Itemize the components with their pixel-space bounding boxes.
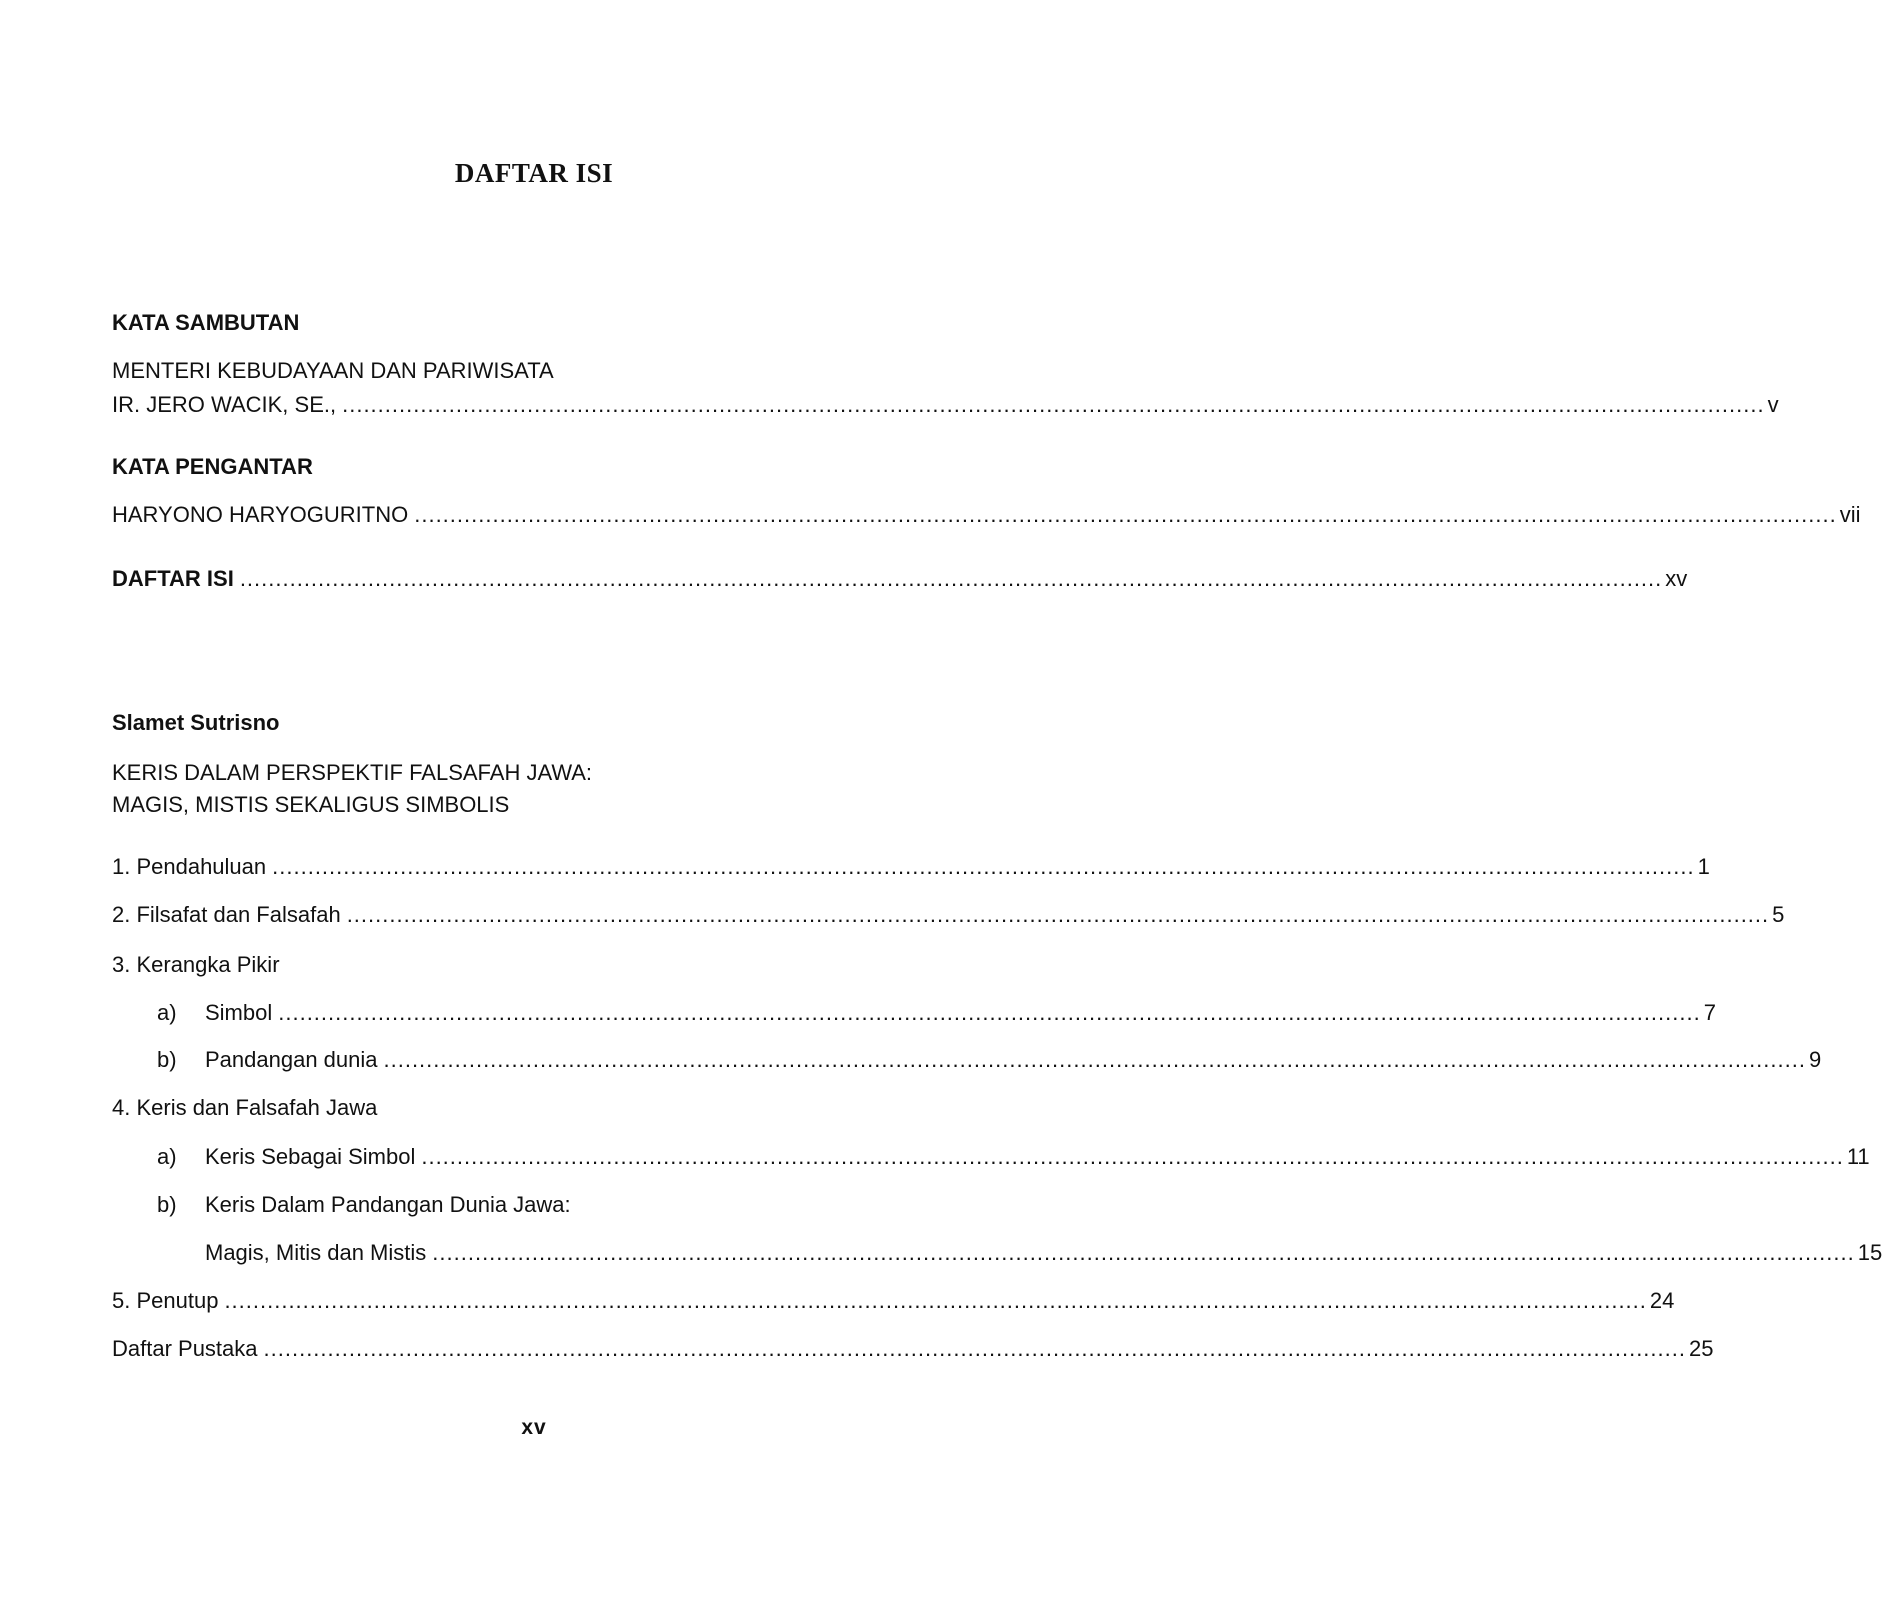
leader-dots: ........................................................................................................................................................................................................: [342, 392, 1765, 417]
section-heading-kata-sambutan: KATA SAMBUTAN: [112, 310, 300, 335]
toc-entry-daftar-isi[interactable]: [112, 564, 1688, 594]
toc-item-kerangka-pikir[interactable]: 3. Kerangka Pikir: [112, 952, 280, 977]
article-title-line2: MAGIS, MISTIS SEKALIGUS SIMBOLIS: [112, 792, 510, 817]
leader-dots: ........................................................................................................................................................................................................: [383, 1047, 1806, 1072]
toc-item-page: 1: [1697, 854, 1710, 879]
toc-item-page: 9: [1808, 1047, 1822, 1072]
article-author: Slamet Sutrisno: [112, 710, 280, 735]
leader-dots: ........................................................................................................................................................................................................: [239, 566, 1663, 591]
toc-item-page: 5: [1772, 902, 1785, 927]
page-title: DAFTAR ISI: [454, 158, 614, 188]
toc-subitem-letter: a): [157, 1000, 177, 1025]
leader-dots: ........................................................................................................................................................................................................: [272, 854, 1695, 879]
toc-entry-label: IR. JERO WACIK, SE.,: [112, 392, 337, 417]
sambutan-line: MENTERI KEBUDAYAAN DAN PARIWISATA: [112, 358, 554, 383]
page-number: xv: [521, 1416, 547, 1439]
toc-entry-label: HARYONO HARYOGURITNO: [112, 502, 409, 527]
toc-entry-pengantar[interactable]: [112, 500, 1861, 530]
toc-item-label: 5. Penutup: [112, 1288, 219, 1313]
toc-entry-page: vii: [1839, 502, 1861, 527]
toc-item-daftar-pustaka[interactable]: [112, 1334, 1714, 1364]
toc-subitem-letter: b): [157, 1047, 177, 1072]
section-heading-kata-pengantar: KATA PENGANTAR: [112, 454, 313, 479]
toc-item-label: Keris Sebagai Simbol: [205, 1144, 416, 1169]
leader-dots: ........................................................................................................................................................................................................: [224, 1288, 1647, 1313]
toc-item-filsafat[interactable]: [112, 900, 1785, 930]
toc-item-label: Simbol: [205, 1000, 273, 1025]
leader-dots: ........................................................................................................................................................................................................: [421, 1144, 1844, 1169]
toc-entry-label: DAFTAR ISI: [112, 566, 234, 591]
toc-item-page: 15: [1857, 1240, 1882, 1265]
toc-item-label: 1. Pendahuluan: [112, 854, 267, 879]
toc-item-label: Pandangan dunia: [205, 1047, 378, 1072]
toc-item-page: 24: [1649, 1288, 1675, 1313]
toc-subitem-letter: b): [157, 1192, 177, 1217]
leader-dots: ........................................................................................................................................................................................................: [432, 1240, 1855, 1265]
leader-dots: ........................................................................................................................................................................................................: [263, 1336, 1686, 1361]
toc-item-page: 25: [1688, 1336, 1714, 1361]
toc-item-page: 7: [1703, 1000, 1716, 1025]
leader-dots: ........................................................................................................................................................................................................: [346, 902, 1770, 927]
toc-item-label: 2. Filsafat dan Falsafah: [112, 902, 341, 927]
toc-item-page: 11: [1846, 1144, 1870, 1169]
toc-subitem-letter: a): [157, 1144, 177, 1169]
toc-item-penutup[interactable]: [112, 1286, 1675, 1316]
toc-subitem-keris-pandangan[interactable]: Keris Dalam Pandangan Dunia Jawa:: [205, 1192, 571, 1217]
toc-item-keris-falsafah[interactable]: 4. Keris dan Falsafah Jawa: [112, 1095, 378, 1120]
toc-item-label: Magis, Mitis dan Mistis: [205, 1240, 427, 1265]
toc-entry-sambutan[interactable]: [112, 390, 1779, 420]
toc-subitem-magis-mitis[interactable]: [205, 1238, 1882, 1268]
toc-subitem-keris-simbol[interactable]: [205, 1142, 1870, 1172]
leader-dots: ........................................................................................................................................................................................................: [414, 502, 1837, 527]
leader-dots: ........................................................................................................................................................................................................: [278, 1000, 1701, 1025]
toc-entry-page: xv: [1665, 566, 1688, 591]
toc-subitem-pandangan-dunia[interactable]: [205, 1045, 1822, 1075]
toc-item-label: Daftar Pustaka: [112, 1336, 258, 1361]
toc-subitem-simbol[interactable]: [205, 998, 1716, 1028]
toc-entry-page: v: [1767, 392, 1779, 417]
article-title-line1: KERIS DALAM PERSPEKTIF FALSAFAH JAWA:: [112, 760, 593, 785]
toc-item-pendahuluan[interactable]: [112, 852, 1710, 882]
